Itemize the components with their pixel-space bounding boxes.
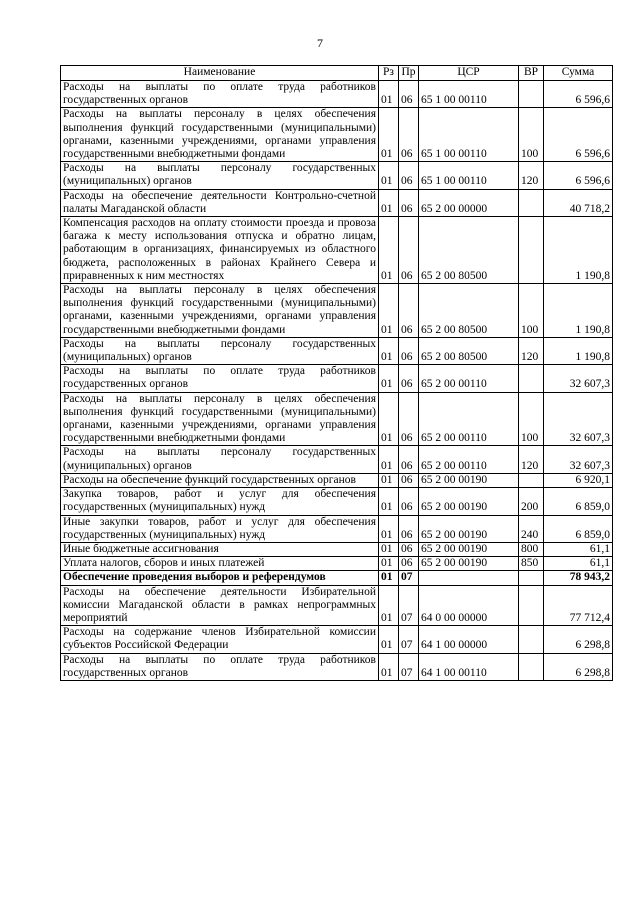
cell-vr [519, 81, 544, 108]
table-row [61, 284, 613, 338]
cell-csr: 65 1 00 00110 [419, 108, 519, 162]
cell-name: Обеспечение проведения выборов и референдумов [61, 571, 379, 585]
cell-rz: 01 [379, 81, 399, 108]
cell-rz: 01 [379, 515, 399, 542]
cell-csr [419, 571, 519, 585]
cell-name: Иные бюджетные ассигнования [61, 542, 379, 556]
cell-pr: 07 [399, 626, 419, 653]
table-row [61, 571, 613, 585]
cell-pr: 06 [399, 108, 419, 162]
cell-pr: 06 [399, 473, 419, 487]
cell-pr: 07 [399, 571, 419, 585]
cell-sum: 32 607,3 [544, 446, 613, 473]
cell-name: Расходы на выплаты по оплате труда работников государственных органов [61, 653, 379, 680]
cell-name: Расходы на выплаты персоналу государственных (муниципальных) органов [61, 446, 379, 473]
table-row [61, 626, 613, 653]
cell-name: Расходы на выплаты по оплате труда работников государственных органов [61, 81, 379, 108]
cell-csr: 65 2 00 00190 [419, 515, 519, 542]
cell-name: Расходы на обеспечение функций государственных органов [61, 473, 379, 487]
cell-vr [519, 585, 544, 626]
table-row [61, 189, 613, 216]
table-row [61, 473, 613, 487]
table-row [61, 653, 613, 680]
table-row [61, 365, 613, 392]
cell-sum: 32 607,3 [544, 392, 613, 446]
cell-sum: 1 190,8 [544, 217, 613, 284]
cell-name: Компенсация расходов на оплату стоимости проезда и провоза багажа к месту использования отпуска и обратно лицам, работающим в организациях, финансируемых из областного бюджета, расположенных в районах Крайнего Севера и приравненных к ним местностях [61, 217, 379, 284]
cell-vr: 850 [519, 557, 544, 571]
cell-vr: 120 [519, 446, 544, 473]
cell-pr: 06 [399, 189, 419, 216]
cell-csr: 64 0 00 00000 [419, 585, 519, 626]
cell-csr: 64 1 00 00110 [419, 653, 519, 680]
header-row [61, 66, 613, 81]
cell-rz: 01 [379, 446, 399, 473]
cell-rz: 01 [379, 626, 399, 653]
cell-sum: 32 607,3 [544, 365, 613, 392]
cell-sum: 1 190,8 [544, 284, 613, 338]
cell-sum: 6 920,1 [544, 473, 613, 487]
header-vr: ВР [519, 66, 544, 81]
cell-csr: 65 2 00 00000 [419, 189, 519, 216]
cell-csr: 65 2 00 00110 [419, 446, 519, 473]
cell-pr: 06 [399, 488, 419, 515]
cell-rz: 01 [379, 108, 399, 162]
cell-sum: 61,1 [544, 557, 613, 571]
cell-vr [519, 626, 544, 653]
cell-vr: 120 [519, 162, 544, 189]
cell-csr: 65 2 00 80500 [419, 284, 519, 338]
cell-vr [519, 365, 544, 392]
table-row [61, 337, 613, 364]
cell-vr [519, 571, 544, 585]
cell-vr: 120 [519, 337, 544, 364]
table-row [61, 557, 613, 571]
cell-vr [519, 189, 544, 216]
cell-pr: 06 [399, 515, 419, 542]
cell-name: Расходы на содержание членов Избирательной комиссии субъектов Российской Федерации [61, 626, 379, 653]
cell-csr: 64 1 00 00000 [419, 626, 519, 653]
cell-rz: 01 [379, 557, 399, 571]
cell-pr: 06 [399, 162, 419, 189]
cell-csr: 65 1 00 00110 [419, 81, 519, 108]
cell-name: Закупка товаров, работ и услуг для обеспечения государственных (муниципальных) нужд [61, 488, 379, 515]
cell-sum: 6 859,0 [544, 488, 613, 515]
cell-pr: 06 [399, 337, 419, 364]
cell-rz: 01 [379, 392, 399, 446]
cell-rz: 01 [379, 585, 399, 626]
cell-name: Иные закупки товаров, работ и услуг для обеспечения государственных (муниципальных) нужд [61, 515, 379, 542]
cell-name: Расходы на выплаты персоналу государственных (муниципальных) органов [61, 337, 379, 364]
header-sum: Сумма [544, 66, 613, 81]
table-row [61, 446, 613, 473]
page-number: 7 [317, 36, 323, 50]
cell-name: Расходы на выплаты персоналу в целях обеспечения выполнения функций государственными (муниципальными) органами, казенными учреждениями, органами управления государственными внебюджетными фондами [61, 284, 379, 338]
cell-vr [519, 217, 544, 284]
cell-rz: 01 [379, 284, 399, 338]
table-row [61, 542, 613, 556]
cell-rz: 01 [379, 473, 399, 487]
table-row [61, 488, 613, 515]
cell-name: Уплата налогов, сборов и иных платежей [61, 557, 379, 571]
header-rz: Рз [379, 66, 399, 81]
cell-pr: 06 [399, 446, 419, 473]
cell-vr: 200 [519, 488, 544, 515]
cell-rz: 01 [379, 542, 399, 556]
cell-csr: 65 2 00 00110 [419, 392, 519, 446]
table-row [61, 108, 613, 162]
cell-vr: 100 [519, 108, 544, 162]
table-row [61, 217, 613, 284]
table-row [61, 162, 613, 189]
cell-pr: 06 [399, 284, 419, 338]
cell-sum: 40 718,2 [544, 189, 613, 216]
budget-table [60, 65, 613, 681]
cell-csr: 65 2 00 80500 [419, 217, 519, 284]
cell-pr: 06 [399, 542, 419, 556]
cell-vr [519, 473, 544, 487]
cell-csr: 65 2 00 80500 [419, 337, 519, 364]
cell-pr: 07 [399, 585, 419, 626]
cell-sum: 78 943,2 [544, 571, 613, 585]
cell-sum: 6 859,0 [544, 515, 613, 542]
cell-sum: 1 190,8 [544, 337, 613, 364]
cell-vr [519, 653, 544, 680]
cell-sum: 6 596,6 [544, 81, 613, 108]
cell-pr: 06 [399, 81, 419, 108]
cell-rz: 01 [379, 189, 399, 216]
cell-name: Расходы на выплаты персоналу в целях обеспечения выполнения функций государственными (муниципальными) органами, казенными учреждениями, органами управления государственными внебюджетными фондами [61, 392, 379, 446]
cell-sum: 6 596,6 [544, 162, 613, 189]
cell-pr: 06 [399, 557, 419, 571]
cell-name: Расходы на выплаты персоналу в целях обеспечения выполнения функций государственными (муниципальными) органами, казенными учреждениями, органами управления государственными внебюджетными фондами [61, 108, 379, 162]
cell-name: Расходы на обеспечение деятельности Избирательной комиссии Магаданской области в рамках непрограммных мероприятий [61, 585, 379, 626]
header-pr: Пр [399, 66, 419, 81]
cell-pr: 06 [399, 365, 419, 392]
cell-vr: 240 [519, 515, 544, 542]
cell-rz: 01 [379, 653, 399, 680]
cell-sum: 6 298,8 [544, 653, 613, 680]
header-name: Наименование [61, 66, 379, 81]
cell-name: Расходы на выплаты персоналу государственных (муниципальных) органов [61, 162, 379, 189]
cell-pr: 07 [399, 653, 419, 680]
cell-csr: 65 2 00 00190 [419, 542, 519, 556]
cell-csr: 65 2 00 00110 [419, 365, 519, 392]
cell-vr: 800 [519, 542, 544, 556]
table-body [61, 81, 613, 681]
table-row [61, 392, 613, 446]
header-csr: ЦСР [419, 66, 519, 81]
cell-csr: 65 1 00 00110 [419, 162, 519, 189]
table-row [61, 515, 613, 542]
cell-csr: 65 2 00 00190 [419, 488, 519, 515]
cell-vr: 100 [519, 284, 544, 338]
cell-pr: 06 [399, 217, 419, 284]
cell-rz: 01 [379, 488, 399, 515]
cell-name: Расходы на обеспечение деятельности Контрольно-счетной палаты Магаданской области [61, 189, 379, 216]
table-row [61, 585, 613, 626]
cell-sum: 61,1 [544, 542, 613, 556]
cell-sum: 6 298,8 [544, 626, 613, 653]
cell-rz: 01 [379, 571, 399, 585]
cell-sum: 6 596,6 [544, 108, 613, 162]
cell-rz: 01 [379, 337, 399, 364]
cell-pr: 06 [399, 392, 419, 446]
cell-name: Расходы на выплаты по оплате труда работников государственных органов [61, 365, 379, 392]
table-row [61, 81, 613, 108]
cell-csr: 65 2 00 00190 [419, 473, 519, 487]
cell-rz: 01 [379, 162, 399, 189]
cell-rz: 01 [379, 365, 399, 392]
cell-csr: 65 2 00 00190 [419, 557, 519, 571]
table-header [61, 66, 613, 81]
cell-vr: 100 [519, 392, 544, 446]
cell-sum: 77 712,4 [544, 585, 613, 626]
cell-rz: 01 [379, 217, 399, 284]
